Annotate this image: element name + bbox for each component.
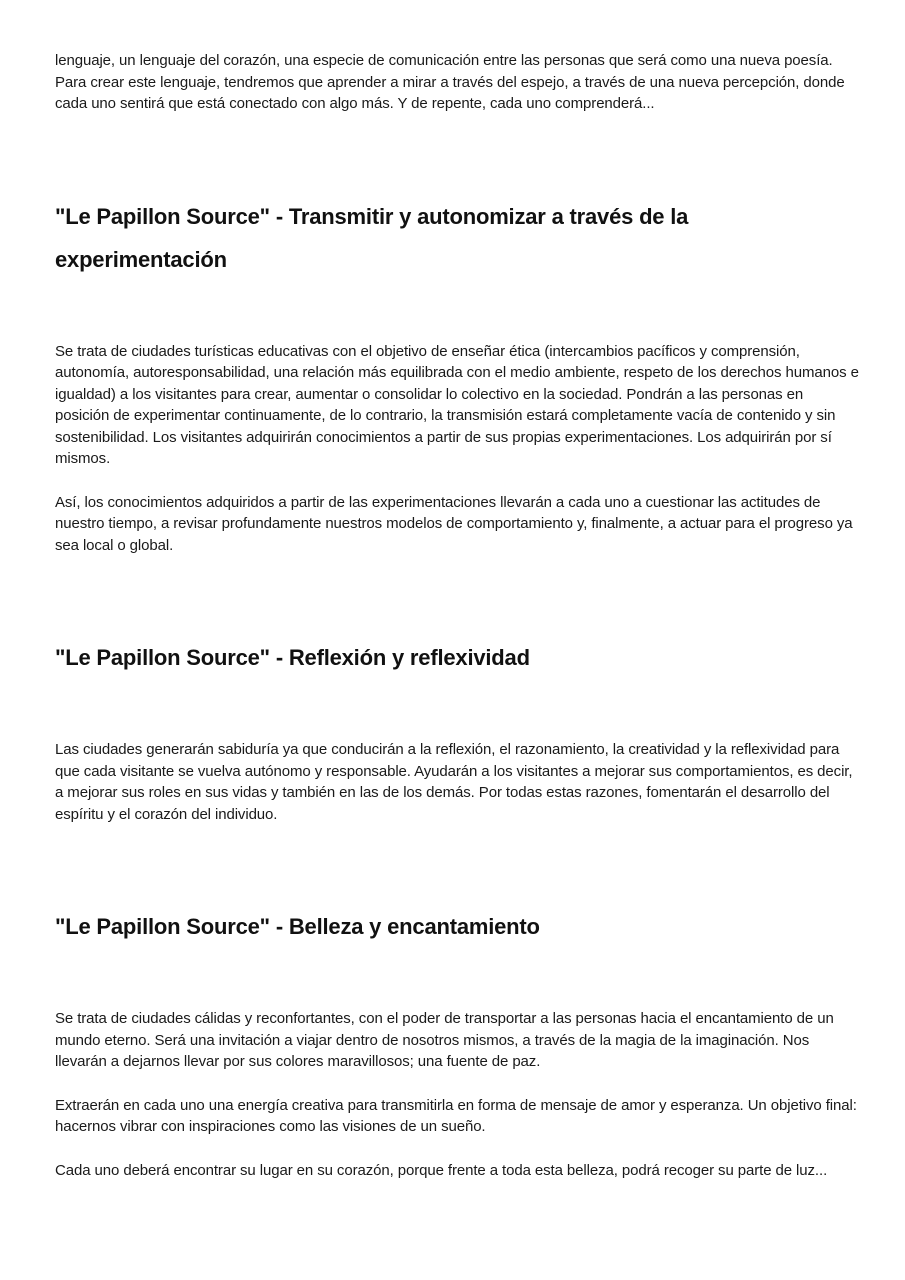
heading-belleza-y-encantamiento: "Le Papillon Source" - Belleza y encantamiento [55, 914, 540, 939]
heading-transmitir-y-autonomizar: "Le Papillon Source" - Transmitir y autonomizar a través de la experimentación [55, 203, 689, 272]
heading-reflexion-y-reflexividad: "Le Papillon Source" - Reflexión y reflexividad [55, 645, 530, 670]
paragraph-lugar-en-corazon: Cada uno deberá encontrar su lugar en su corazón, porque frente a toda esta belleza, podrá recoger su parte de luz... [55, 1161, 828, 1179]
paragraph-energia-creativa: Extraerán en cada uno una energía creativa para transmitirla en forma de mensaje de amor y esperanza. Un objetivo final: hacernos vibrar con inspiraciones como las visiones de un sueño. [55, 1096, 857, 1135]
paragraph-ciudades-sabiduria: Las ciudades generarán sabiduría ya que conducirán a la reflexión, el razonamiento, la creatividad y la reflexividad para que cada visitante se vuelva autónomo y responsable. Ayudarán a los visitantes a mejorar sus comportamientos, es decir, a mejorar sus roles en sus vidas y también en las de los demás. Por todas estas razones, fomentarán el desarrollo del espíritu y el corazón del individuo. [55, 741, 853, 823]
paragraph-ciudades-calidas: Se trata de ciudades cálidas y reconfortantes, con el poder de transportar a las personas hacia el encantamiento de un mundo eterno. Será una invitación a viajar dentro de nosotros mismos, a través de la magia de la imaginación. Nos llevarán a dejarnos llevar por sus colores maravillosos; una fuente de paz. [55, 1010, 834, 1070]
paragraph-conocimientos-adquiridos: Así, los conocimientos adquiridos a partir de las experimentaciones llevarán a cada uno a cuestionar las actitudes de nuestro tiempo, a revisar profundamente nuestros modelos de comportamiento y, finalmente, a actuar para el progreso ya sea local o global. [55, 493, 853, 554]
intro-paragraph: lenguaje, un lenguaje del corazón, una especie de comunicación entre las personas que será como una nueva poesía. Para crear este lenguaje, tendremos que aprender a mirar a través del espejo, a través de una nueva percepción, donde cada uno sentirá que está conectado con algo más. Y de repente, cada uno comprenderá... [55, 52, 845, 112]
paragraph-ciudades-turisticas: Se trata de ciudades turísticas educativas con el objetivo de enseñar ética (intercambios pacíficos y comprensión, autonomía, autoresponsabilidad, una relación más equilibrada con el medio ambiente, respeto de los derechos humanos e igualdad) a los visitantes para crear, aumentar o consolidar lo colectivo en la sociedad. Pondrán a las personas en posición de experimentar continuamente, de lo contrario, la transmisión estará completamente vacía de contenido y sin sostenibilidad. Los visitantes adquirirán conocimientos a partir de sus propias experimentaciones. Los adquirirán por sí mismos. [55, 342, 859, 467]
